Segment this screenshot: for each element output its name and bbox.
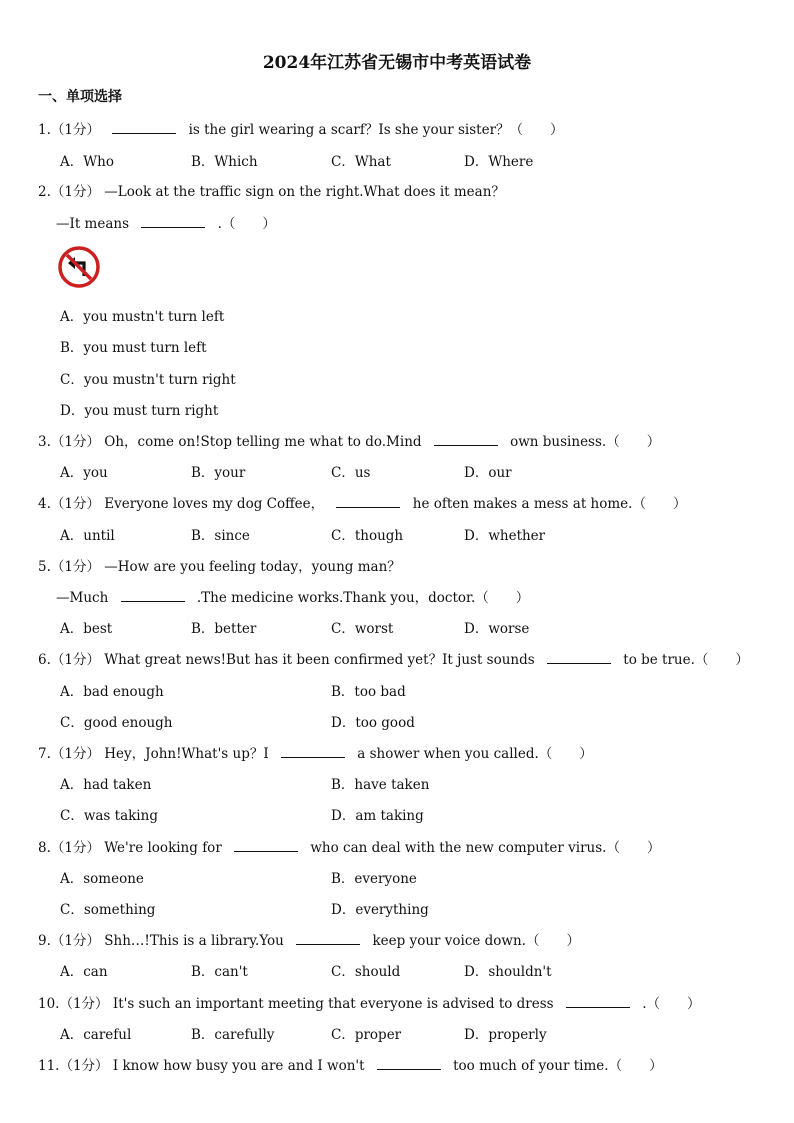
- question-4: [38, 492, 686, 512]
- question-number: 5.（1分）: [38, 559, 100, 575]
- question-number: 7.（1分）: [38, 746, 100, 762]
- page-title: 2024年江苏省无锡市中考英语试卷: [262, 53, 532, 73]
- option-c[interactable]: C．What: [331, 154, 391, 170]
- question-text: own business.（ ）: [510, 434, 661, 450]
- option-a[interactable]: A．until: [60, 528, 115, 544]
- question-7: [38, 742, 593, 762]
- option-d[interactable]: D．you must turn right: [60, 403, 219, 419]
- option-b[interactable]: B．too bad: [331, 684, 406, 700]
- option-b[interactable]: B．everyone: [331, 871, 417, 887]
- question-text: .The medicine works.Thank you，doctor.（ ）: [196, 590, 530, 606]
- question-number: 2.（1分）: [38, 184, 100, 200]
- question-number: 11.（1分）: [38, 1058, 109, 1074]
- question-8: [38, 836, 660, 856]
- question-number: 8.（1分）: [38, 840, 100, 856]
- question-text: is the girl wearing a scarf？Is she your sister？（ ）: [188, 122, 564, 138]
- question-text: —How are you feeling today，young man？: [104, 559, 401, 575]
- option-b[interactable]: B．better: [191, 621, 257, 637]
- question-2: [38, 180, 505, 200]
- answer-blank: [141, 215, 205, 228]
- question-text: I know how busy you are and I won't: [112, 1058, 365, 1074]
- option-c[interactable]: C．worst: [331, 621, 394, 637]
- question-number: 6.（1分）: [38, 652, 100, 668]
- option-b[interactable]: B．carefully: [191, 1027, 275, 1043]
- option-a[interactable]: A．best: [60, 621, 113, 637]
- option-d[interactable]: D．too good: [331, 715, 415, 731]
- question-6: [38, 648, 749, 668]
- question-number: 9.（1分）: [38, 933, 100, 949]
- option-d[interactable]: D．our: [464, 465, 512, 481]
- question-text: —Look at the traffic sign on the right.What does it mean？: [104, 184, 505, 200]
- question-text: too much of your time.（ ）: [453, 1058, 663, 1074]
- question-10: [38, 992, 701, 1012]
- option-c[interactable]: C．you mustn't turn right: [60, 372, 236, 388]
- option-a[interactable]: A．can: [60, 964, 108, 980]
- option-b[interactable]: B．you must turn left: [60, 340, 207, 356]
- question-text: Hey，John!What's up？I: [104, 746, 269, 762]
- answer-blank: [121, 589, 185, 602]
- answer-blank: [336, 495, 400, 508]
- question-text: Shh…!This is a library.You: [104, 933, 284, 949]
- option-c[interactable]: C．should: [331, 964, 401, 980]
- option-d[interactable]: D．whether: [464, 528, 546, 544]
- question-number: 3.（1分）: [38, 434, 100, 450]
- question-text: —It means: [56, 216, 130, 232]
- question-text: a shower when you called.（ ）: [357, 746, 593, 762]
- option-a[interactable]: A．careful: [60, 1027, 132, 1043]
- question-text: We're looking for: [104, 840, 222, 856]
- option-d[interactable]: D．worse: [464, 621, 530, 637]
- option-c[interactable]: C．good enough: [60, 715, 173, 731]
- question-text: What great news!But has it been confirmed yet？It just sounds: [104, 652, 535, 668]
- answer-blank: [434, 433, 498, 446]
- question-number: 4.（1分）: [38, 496, 100, 512]
- question-number: 10.（1分）: [38, 996, 109, 1012]
- question-text: .（ ）: [642, 996, 701, 1012]
- question-text: Everyone loves my dog Coffee，: [104, 496, 325, 512]
- option-d[interactable]: D．shouldn't: [464, 964, 552, 980]
- option-b[interactable]: B．since: [191, 528, 250, 544]
- option-a[interactable]: A．Who: [60, 154, 114, 170]
- answer-blank: [377, 1057, 441, 1070]
- option-b[interactable]: B．can't: [191, 964, 248, 980]
- option-b[interactable]: B．have taken: [331, 777, 430, 793]
- question-text: It's such an important meeting that everyone is advised to dress: [112, 996, 554, 1012]
- option-d[interactable]: D．everything: [331, 902, 429, 918]
- question-text: keep your voice down.（ ）: [372, 933, 580, 949]
- option-b[interactable]: B．your: [191, 465, 246, 481]
- answer-blank: [234, 839, 298, 852]
- answer-blank: [112, 121, 176, 134]
- question-11: [38, 1054, 663, 1074]
- question-text: to be true.（ ）: [623, 652, 749, 668]
- option-a[interactable]: A．had taken: [60, 777, 152, 793]
- question-3: [38, 430, 660, 450]
- option-d[interactable]: D．am taking: [331, 808, 424, 824]
- option-c[interactable]: C．proper: [331, 1027, 402, 1043]
- option-a[interactable]: A．you: [60, 465, 108, 481]
- option-c[interactable]: C．was taking: [60, 808, 158, 824]
- question-5-line-2: [56, 586, 529, 606]
- answer-blank: [547, 651, 611, 664]
- question-2-line-2: [56, 212, 276, 232]
- question-text: he often makes a mess at home.（ ）: [412, 496, 687, 512]
- option-d[interactable]: D．properly: [464, 1027, 547, 1043]
- question-text: Oh，come on!Stop telling me what to do.Mind: [104, 434, 422, 450]
- question-text: .（ ）: [217, 216, 276, 232]
- answer-blank: [566, 995, 630, 1008]
- question-9: [38, 929, 580, 949]
- option-a[interactable]: A．someone: [60, 871, 144, 887]
- option-c[interactable]: C．though: [331, 528, 404, 544]
- question-text: who can deal with the new computer virus.（ ）: [310, 840, 661, 856]
- option-c[interactable]: C．us: [331, 465, 371, 481]
- option-d[interactable]: D．Where: [464, 154, 534, 170]
- option-b[interactable]: B．Which: [191, 154, 258, 170]
- option-a[interactable]: A．bad enough: [60, 684, 164, 700]
- question-5: [38, 555, 401, 575]
- question-text: —Much: [56, 590, 109, 606]
- answer-blank: [281, 745, 345, 758]
- question-number: 1.（1分）: [38, 122, 100, 138]
- option-c[interactable]: C．something: [60, 902, 156, 918]
- option-a[interactable]: A．you mustn't turn left: [60, 309, 225, 325]
- section-title: 一、单项选择: [38, 89, 122, 105]
- answer-blank: [296, 932, 360, 945]
- no-left-turn-sign-icon: [58, 246, 100, 288]
- question-1: [38, 118, 564, 138]
